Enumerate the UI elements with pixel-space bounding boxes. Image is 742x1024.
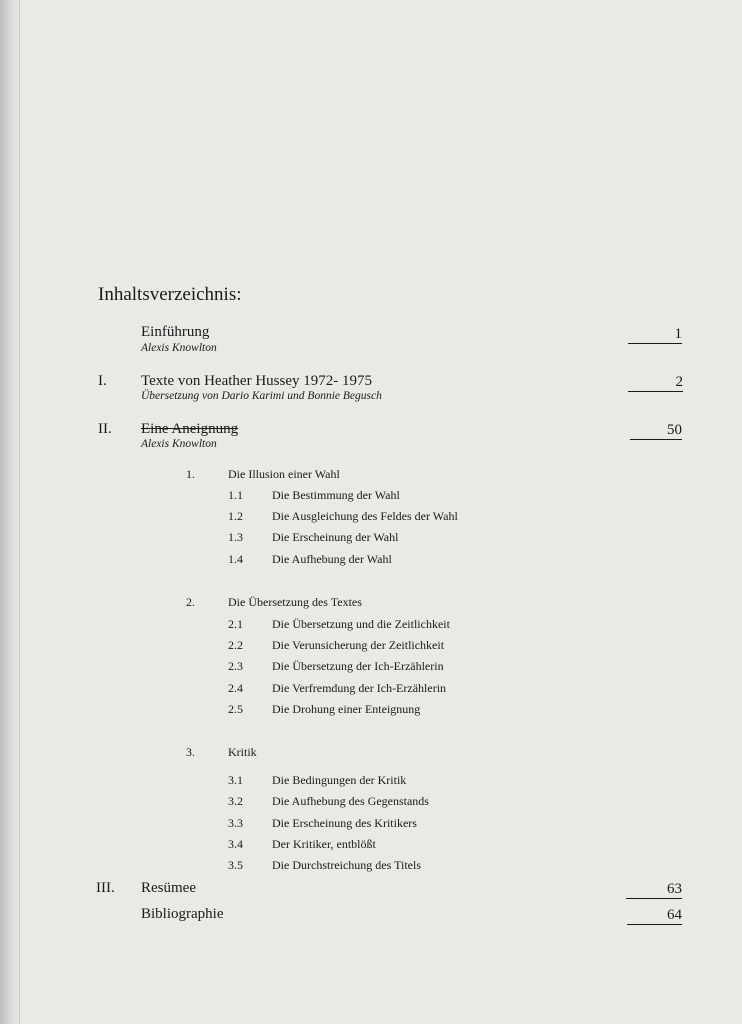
entry-part2-title: Eine Aneignung bbox=[141, 421, 239, 437]
section-title: Die Verunsicherung der Zeitlichkeit bbox=[272, 638, 445, 652]
section-title: Die Bedingungen der Kritik bbox=[272, 773, 407, 787]
section-number: 3.1 bbox=[228, 773, 243, 787]
section-title: Die Bestimmung der Wahl bbox=[272, 488, 400, 502]
page-fold-line bbox=[19, 0, 20, 1024]
entry-part1-page: 2 bbox=[628, 374, 683, 392]
entry-part1-author: Übersetzung von Dario Karimi und Bonnie Begusch bbox=[141, 390, 382, 402]
toc-heading: Inhaltsverzeichnis: bbox=[98, 284, 242, 305]
chapter-2-title: Die Übersetzung des Textes bbox=[228, 595, 362, 609]
entry-intro-page: 1 bbox=[628, 326, 682, 344]
section-number: 2.2 bbox=[228, 638, 243, 652]
section-number: 3.5 bbox=[228, 858, 243, 872]
entry-part2-page: 50 bbox=[630, 422, 682, 440]
section-title: Der Kritiker, entblößt bbox=[272, 837, 376, 851]
entry-part1-numeral: I. bbox=[98, 373, 107, 389]
section-title: Die Verfremdung der Ich-Erzählerin bbox=[272, 681, 447, 695]
section-number: 3.3 bbox=[228, 816, 243, 830]
entry-part2-numeral: II. bbox=[98, 421, 112, 437]
section-number: 2.5 bbox=[228, 702, 243, 716]
entry-intro-author: Alexis Knowlton bbox=[141, 342, 217, 354]
section-number: 1.4 bbox=[228, 552, 243, 566]
section-number: 1.1 bbox=[228, 488, 243, 502]
section-title: Die Übersetzung der Ich-Erzählerin bbox=[272, 659, 444, 673]
entry-part3-page: 63 bbox=[626, 881, 682, 899]
chapter-3-number: 3. bbox=[186, 745, 195, 759]
section-number: 3.2 bbox=[228, 794, 243, 808]
entry-part1-title: Texte von Heather Hussey 1972- 1975 bbox=[141, 373, 372, 389]
entry-part3-numeral: III. bbox=[96, 880, 115, 896]
chapter-1-title: Die Illusion einer Wahl bbox=[228, 467, 340, 481]
section-number: 2.1 bbox=[228, 617, 243, 631]
chapter-3-title: Kritik bbox=[228, 745, 257, 759]
section-number: 3.4 bbox=[228, 837, 243, 851]
section-title: Die Aufhebung der Wahl bbox=[272, 552, 392, 566]
entry-bibliography-title: Bibliographie bbox=[141, 906, 224, 922]
section-title: Die Ausgleichung des Feldes der Wahl bbox=[272, 509, 458, 523]
section-number: 2.3 bbox=[228, 659, 243, 673]
entry-intro-title: Einführung bbox=[141, 324, 210, 340]
section-title: Die Übersetzung und die Zeitlichkeit bbox=[272, 617, 450, 631]
chapter-1-number: 1. bbox=[186, 467, 195, 481]
section-number: 2.4 bbox=[228, 681, 243, 695]
section-title: Die Aufhebung des Gegenstands bbox=[272, 794, 429, 808]
entry-bibliography-page: 64 bbox=[627, 907, 682, 925]
section-number: 1.2 bbox=[228, 509, 243, 523]
section-title: Die Erscheinung der Wahl bbox=[272, 530, 399, 544]
entry-part3-title: Resümee bbox=[141, 880, 196, 896]
section-title: Die Erscheinung des Kritikers bbox=[272, 816, 417, 830]
section-title: Die Durchstreichung des Titels bbox=[272, 858, 421, 872]
section-number: 1.3 bbox=[228, 530, 243, 544]
chapter-2-number: 2. bbox=[186, 595, 195, 609]
entry-part2-author: Alexis Knowlton bbox=[141, 438, 217, 450]
section-title: Die Drohung einer Enteignung bbox=[272, 702, 421, 716]
